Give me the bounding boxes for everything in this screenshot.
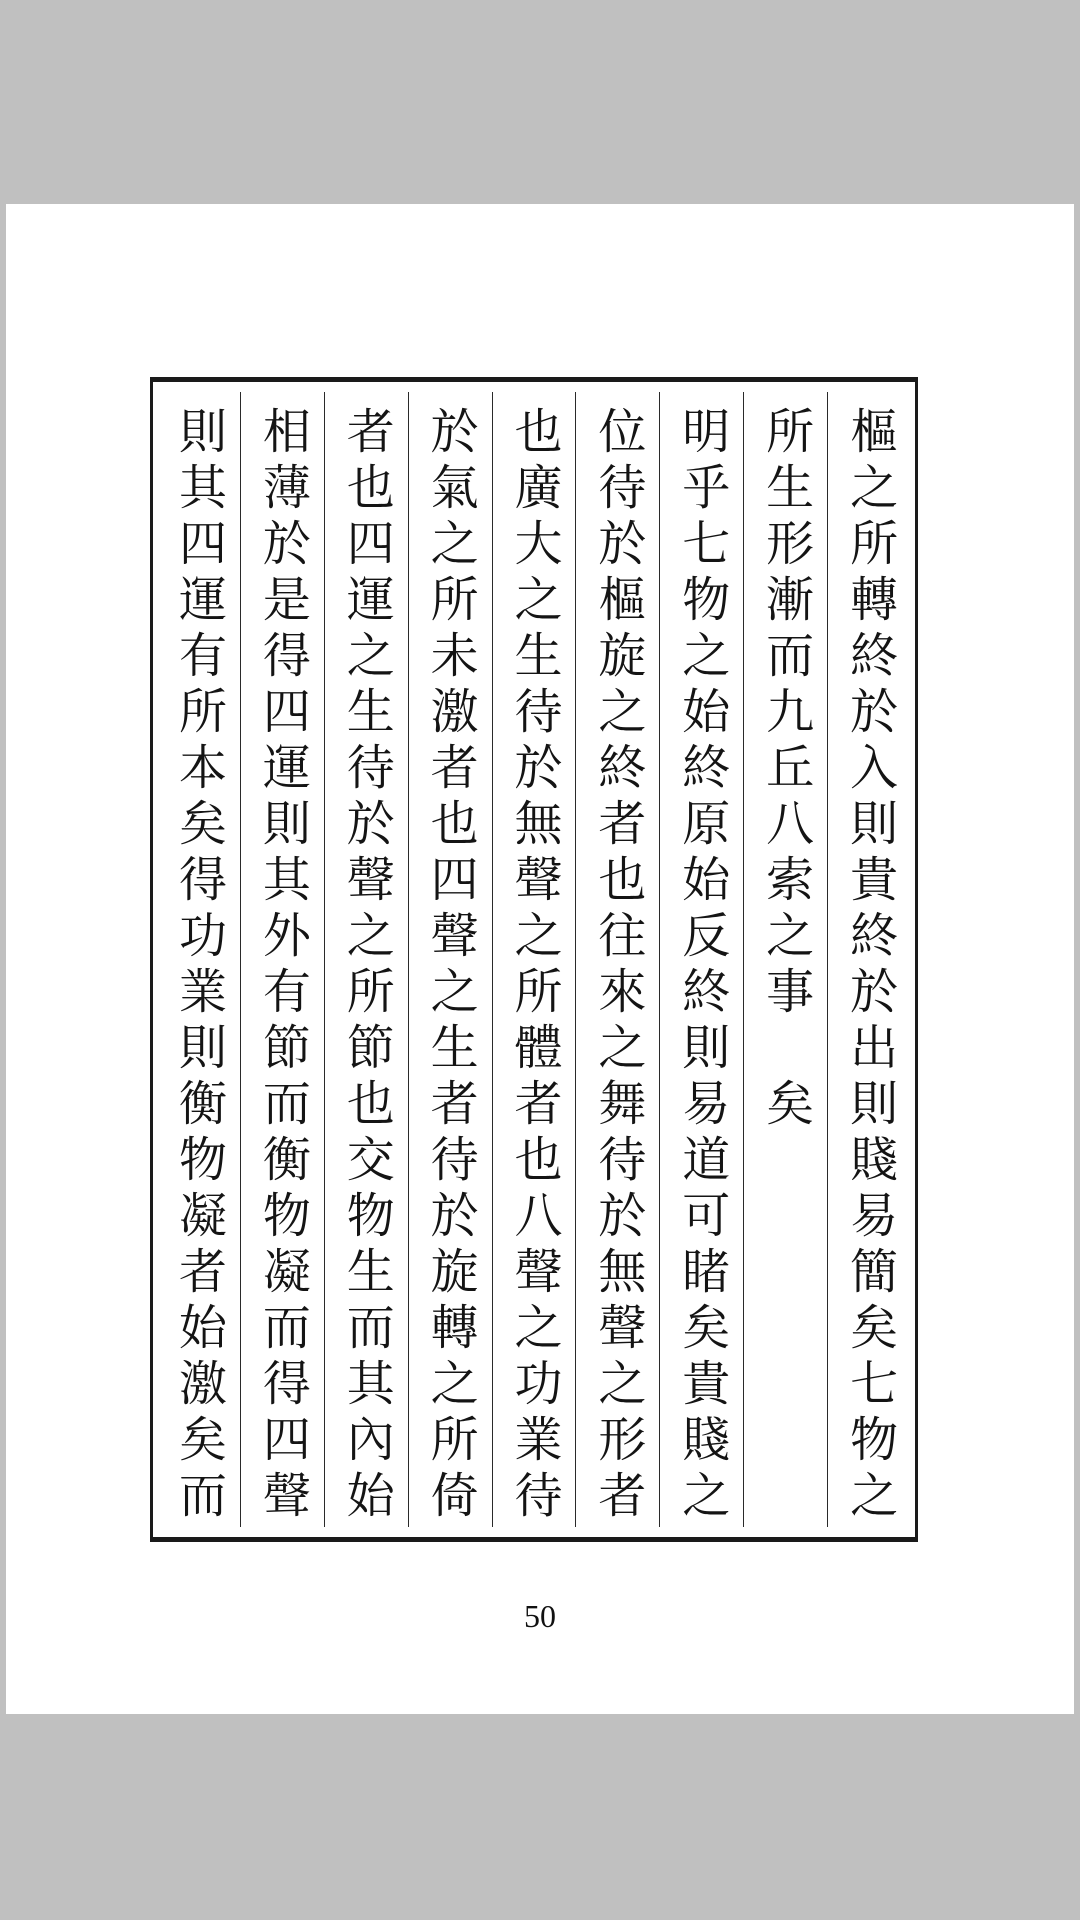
- text-column-7: [324, 392, 408, 1527]
- text-column-1: [827, 392, 911, 1527]
- column-text: 也廣大之生待於無聲之所體者也八聲之功業待: [506, 406, 562, 1526]
- column-text: 明乎七物之始終原始反終則易道可睹矣貴賤之: [673, 406, 730, 1526]
- text-column-6: [408, 392, 492, 1527]
- column-text: 則其四運有所本矣得功業則衡物凝者始激矣而: [170, 406, 227, 1526]
- text-column-5: [492, 392, 576, 1527]
- column-text: 於氣之所未激者也四聲之生者待於旋轉之所倚: [422, 406, 479, 1526]
- page-number: 50: [524, 1598, 556, 1634]
- column-text: 樞之所轉終於入則貴終於出則賤易簡矣七物之: [841, 406, 898, 1526]
- column-text: 者也四運之生待於聲之所節也交物生而其內始: [338, 406, 395, 1526]
- text-column-8: [240, 392, 324, 1527]
- text-column-9: [157, 392, 240, 1527]
- text-block: [150, 377, 918, 1542]
- text-column-3: [659, 392, 743, 1527]
- column-text: 位待於樞旋之終者也往來之舞待於無聲之形者: [589, 406, 646, 1526]
- column-text: 相薄於是得四運則其外有節而衡物凝而得四聲: [254, 406, 311, 1526]
- text-column-2: [743, 392, 827, 1527]
- column-text: 所生形漸而九丘八索之事 矣: [757, 406, 814, 1134]
- text-column-4: [575, 392, 659, 1527]
